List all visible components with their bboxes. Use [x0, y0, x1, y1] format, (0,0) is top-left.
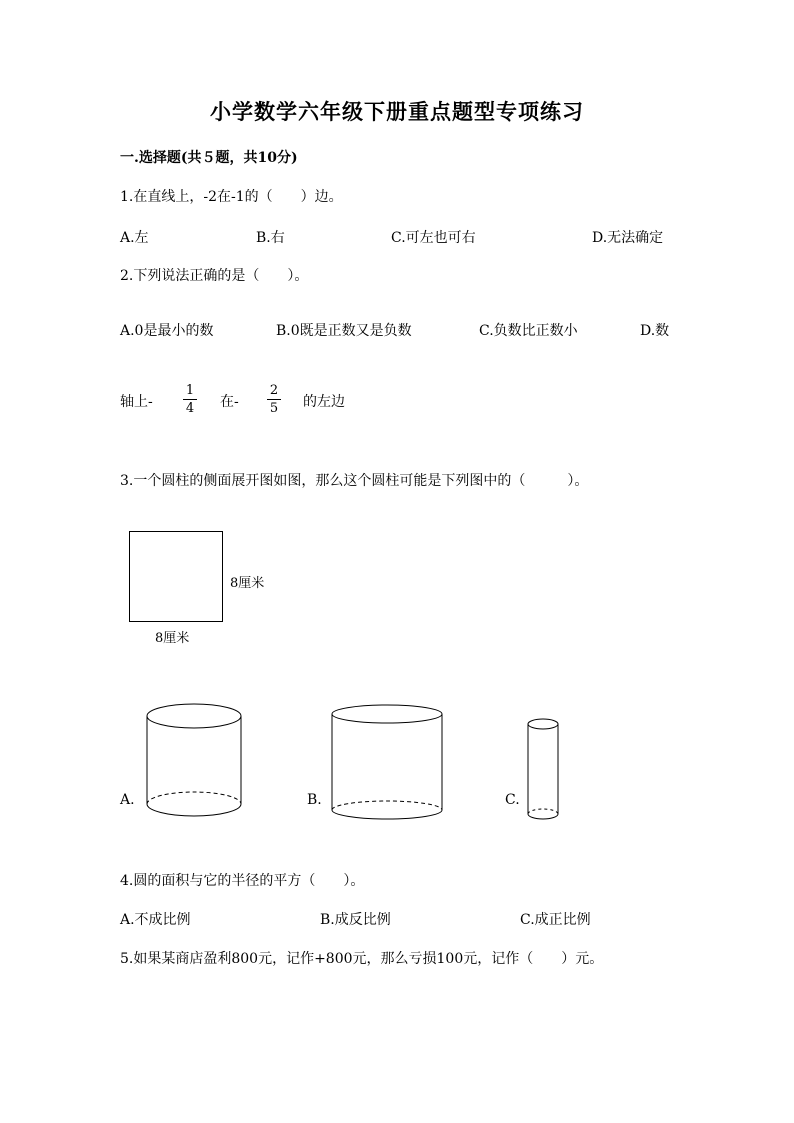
- question-1-option-d: D.无法确定: [592, 230, 664, 246]
- fraction-one-quarter: [183, 383, 197, 416]
- question-2-option-d-prefix: 轴上-: [120, 394, 153, 410]
- side-unfold-square: [129, 531, 223, 622]
- question-1-stem: 1.在直线上，-2在-1的（ ）边。: [120, 189, 343, 205]
- question-4-stem: 4.圆的面积与它的半径的平方（ ）。: [120, 873, 365, 889]
- question-2-option-a: A.0是最小的数: [120, 323, 214, 339]
- fraction-numerator: 2: [267, 383, 281, 400]
- fraction-denominator: 5: [269, 401, 279, 416]
- question-1-option-a: A.左: [120, 230, 149, 246]
- bottom-length-label: 8厘米: [155, 631, 190, 646]
- question-2-option-d-suffix: 的左边: [303, 394, 345, 410]
- question-4-option-a: A.不成比例: [120, 912, 191, 928]
- question-3-option-b: B.: [307, 792, 322, 808]
- question-1-option-c: C.可左也可右: [391, 230, 476, 246]
- page-title: 小学数学六年级下册重点题型专项练习: [210, 99, 584, 124]
- question-2-stem: 2.下列说法正确的是（ ）。: [120, 268, 309, 284]
- question-5-stem: 5.如果某商店盈利800元，记作+800元，那么亏损100元，记作（ ）元。: [120, 951, 604, 967]
- question-2-option-b: B.0既是正数又是负数: [276, 323, 412, 339]
- cylinder-b-figure: [331, 704, 443, 822]
- fraction-numerator: 1: [183, 383, 197, 400]
- question-4-option-c: C.成正比例: [520, 912, 591, 928]
- cylinder-a-figure: [146, 702, 242, 822]
- fraction-denominator: 4: [185, 401, 195, 416]
- side-length-label: 8厘米: [230, 576, 265, 591]
- question-3-option-c: C.: [505, 792, 520, 808]
- section-heading: 一.选择题(共５题，共10分): [120, 150, 298, 166]
- question-4-option-b: B.成反比例: [320, 912, 391, 928]
- cylinder-c-figure: [527, 718, 559, 824]
- question-2-option-c: C.负数比正数小: [479, 323, 578, 339]
- question-2-option-d: D.数: [640, 323, 670, 339]
- question-2-option-d-middle: 在-: [220, 394, 239, 410]
- question-1-option-b: B.右: [256, 230, 285, 246]
- question-3-option-a: A.: [120, 792, 135, 808]
- question-3-stem: 3.一个圆柱的侧面展开图如图，那么这个圆柱可能是下列图中的（ ）。: [120, 473, 589, 489]
- fraction-two-fifths: [267, 383, 281, 416]
